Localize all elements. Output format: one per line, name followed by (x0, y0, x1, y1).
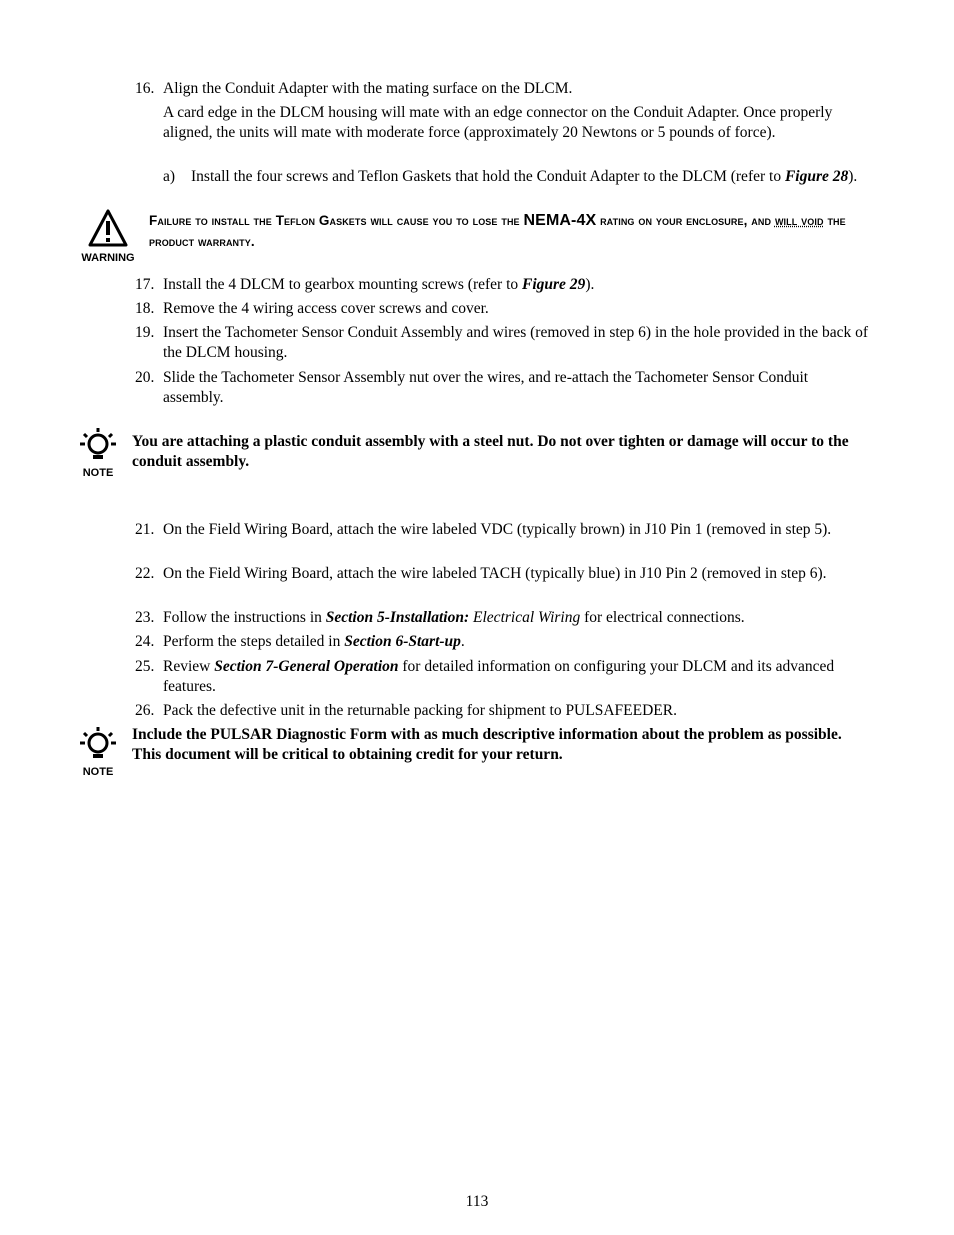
section-ref: Section 7-General Operation (214, 658, 399, 675)
note-text: Include the PULSAR Diagnostic Form with as much descriptive information about the problem as possible. This document will be critical to obtaining credit for your return. (132, 726, 842, 763)
section-ref: Section 5-Installation: (325, 609, 470, 626)
warning-triangle-icon (88, 209, 128, 247)
section-ref: Section 6-Start-up (344, 633, 461, 650)
step-number: 23. (135, 609, 155, 626)
step-number: 24. (135, 633, 155, 650)
step-number: 25. (135, 658, 155, 675)
step-text: Perform the steps detailed in Section 6-Start-up. (163, 633, 465, 650)
warning-text: Failure to install the Teflon Gaskets will cause you to lose the NEMA-4X rating on your enclosure, and will void the product warranty. (149, 212, 846, 249)
step-text: Slide the Tachometer Sensor Assembly nut over the wires, and re-attach the Tachometer Sensor Conduit assembly. (163, 369, 809, 406)
substep-label: a) (163, 168, 176, 185)
figure-ref: Figure 28 (784, 168, 849, 185)
step-number: 22. (135, 565, 155, 582)
note-text: You are attaching a plastic conduit assembly with a steel nut. Do not over tighten or damage will occur to the conduit assembly. (132, 433, 849, 470)
step-text: Review Section 7-General Operation for detailed information on configuring your DLCM and its advanced features. (163, 658, 835, 695)
section-subref: Electrical Wiring (469, 609, 581, 626)
step-number: 18. (135, 300, 155, 317)
step-text: Follow the instructions in Section 5-Installation: Electrical Wiring for electrical connections. (163, 609, 745, 626)
step-number: 16. (135, 80, 155, 97)
page-number: 113 (465, 1193, 489, 1210)
step-number: 19. (135, 324, 155, 341)
note-label: NOTE (82, 467, 114, 479)
lightbulb-icon (78, 725, 118, 761)
figure-ref: Figure 29 (522, 276, 586, 293)
step-text: Pack the defective unit in the returnable packing for shipment to PULSAFEEDER. (163, 702, 677, 719)
note-label: NOTE (82, 766, 114, 778)
step-text: On the Field Wiring Board, attach the wire labeled TACH (typically blue) in J10 Pin 2 (removed in step 6). (163, 565, 827, 582)
step-number: 20. (135, 369, 155, 386)
step-16-detail: A card edge in the DLCM housing will mate with an edge connector on the Conduit Adapter. Once properly aligned, the units will mate with moderate force (approximately 20 Newtons or 5 pounds of force). (163, 104, 833, 141)
warning-label: WARNING (81, 252, 135, 264)
step-text: Remove the 4 wiring access cover screws and cover. (163, 300, 489, 317)
lightbulb-icon (78, 426, 118, 462)
note-icon-box (78, 426, 118, 479)
note-icon-box (78, 725, 118, 778)
step-text: On the Field Wiring Board, attach the wire labeled VDC (typically brown) in J10 Pin 1 (removed in step 5). (163, 521, 832, 538)
warning-icon-box (78, 209, 138, 264)
step-number: 21. (135, 521, 155, 538)
step-number: 26. (135, 702, 155, 719)
step-text: Insert the Tachometer Sensor Conduit Assembly and wires (removed in step 6) in the hole provided in the back of the DLCM housing. (163, 324, 869, 361)
step-text: Install the 4 DLCM to gearbox mounting screws (refer to Figure 29). (163, 276, 595, 293)
substep-text: Install the four screws and Teflon Gaskets that hold the Conduit Adapter to the DLCM (refer to Figure 28). (191, 168, 858, 185)
step-text: Align the Conduit Adapter with the mating surface on the DLCM. (163, 80, 573, 97)
step-number: 17. (135, 276, 155, 293)
